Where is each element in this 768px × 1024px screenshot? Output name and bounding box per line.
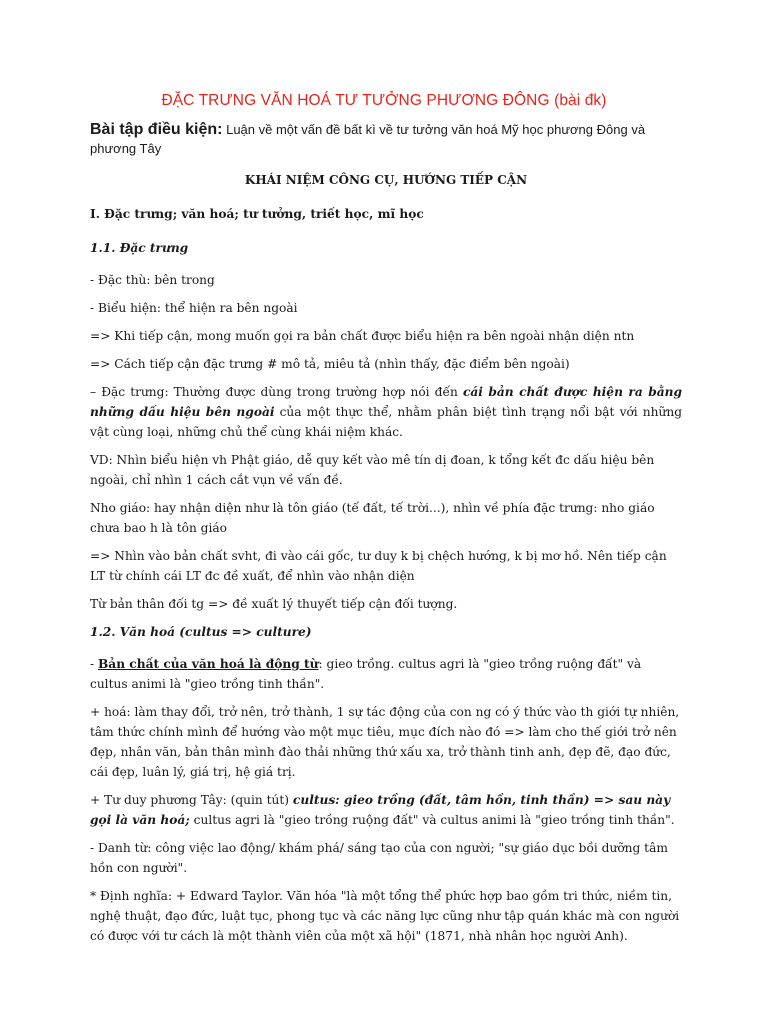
document-body [90,120,682,954]
section-heading: I. Đặc trưng; văn hoá; tư tưởng, triết học, mĩ học [90,207,424,221]
subsection-heading-1-2: 1.2. Văn hoá (cultus => culture) [90,625,312,639]
emphasis-text: cái bản chất được hiện ra bằng những dấu hiệu bên ngoài [90,385,682,419]
paragraph-culture-essence [90,654,682,694]
emphasis-text: cultus: gieo trồng (đất, tâm hồn, tinh thần) => sau này gọi là văn hoá; [90,793,671,827]
paragraph-definition [90,382,682,442]
text-run: + Tư duy phương Tây: (quin tút) [90,793,293,807]
paragraph: => Nhìn vào bản chất svht, đi vào cái gốc, tư duy k bị chệch hướng, k bị mơ hồ. Nên tiếp cận LT từ chính cái LT đc đề xuất, để nhìn vào nhận diện [90,549,667,583]
paragraph-western-thought [90,790,682,830]
paragraph: - Đặc thù: bên trong [90,273,215,287]
assignment-lead: Bài tập điều kiện: [90,121,223,138]
paragraph: Từ bản thân đối tg => đề xuất lý thuyết tiếp cận đối tượng. [90,597,458,611]
paragraph: - Danh từ: công việc lao động/ khám phá/ sáng tạo của con người; "sự giáo dục bồi dưỡng tâm hồn con người". [90,841,668,875]
paragraph: * Định nghĩa: + Edward Taylor. Văn hóa "là một tổng thể phức hợp bao gồm tri thức, niềm tin, nghệ thuật, đạo đức, luật tục, phong tục và các năng lực cũng như tập quán khác mà con người có được với tư cách là một thành viên của một xã hội" (1871, nhà nhân học người Anh). [90,889,680,943]
assignment-text: Luận về một vấn đề bất kì về tư tưởng văn hoá Mỹ học phương Đông và phương Tây [90,122,646,156]
title-main: ĐẶC TRƯNG VĂN HOÁ TƯ TƯỞNG PHƯƠNG ĐÔNG [161,92,550,109]
center-heading: KHÁI NIỆM CÔNG CỤ, HƯỚNG TIẾP CẬN [244,173,528,187]
paragraph: => Cách tiếp cận đặc trưng # mô tả, miêu tả (nhìn thấy, đặc điểm bên ngoài) [90,357,570,371]
text-run: cultus agri là "gieo trồng ruộng đất" và cultus animi là "gieo trồng tinh thần". [189,813,675,827]
paragraph: Nho giáo: hay nhận diện như là tôn giáo (tế đất, tế trời...), nhìn về phía đặc trưng: nho giáo chưa bao h là tôn giáo [90,501,655,535]
paragraph: VD: Nhìn biểu hiện vh Phật giáo, dễ quy kết vào mê tín dị đoan, k tổng kết đc dấu hiệu bên ngoài, chỉ nhìn 1 cách cắt vụn về vấn đề. [90,453,655,487]
underlined-bold-text: Bản chất của văn hoá là động từ [98,657,319,671]
subsection-heading-1-1: 1.1. Đặc trưng [90,241,189,255]
paragraph: => Khi tiếp cận, mong muốn gọi ra bản chất được biểu hiện ra bên ngoài nhận diện ntn [90,329,635,343]
assignment-line [90,120,682,158]
paragraph: + hoá: làm thay đổi, trở nên, trở thành, 1 sự tác động của con ng có ý thức vào th giới tự nhiên, tâm thức chính mình để hướng vào một mục tiêu, mục đích nào đó => làm cho thế giới trở nên đẹp, nhân văn, bản thân mình đào thải những thứ xấu xa, trở thành tinh anh, đẹp đẽ, đạo đức, cái đẹp, luân lý, giá trị, hệ giá trị. [90,705,680,779]
title-sub: (bài đk) [554,92,607,109]
text-run: - [90,657,98,671]
text-run: – Đặc trưng: Thường được dùng trong trường hợp nói đến [90,385,463,399]
text-run: của một thực thể, nhằm phân biệt tình trạng nổi bật với những vật cùng loại, những chủ thể cùng khái niệm khác. [90,405,683,439]
document-title [0,0,768,110]
text-run: : gieo trồng. cultus agri là "gieo trồng ruộng đất" và cultus animi là "gieo trồng tinh thần". [90,657,642,691]
paragraph: - Biểu hiện: thể hiện ra bên ngoài [90,301,298,315]
